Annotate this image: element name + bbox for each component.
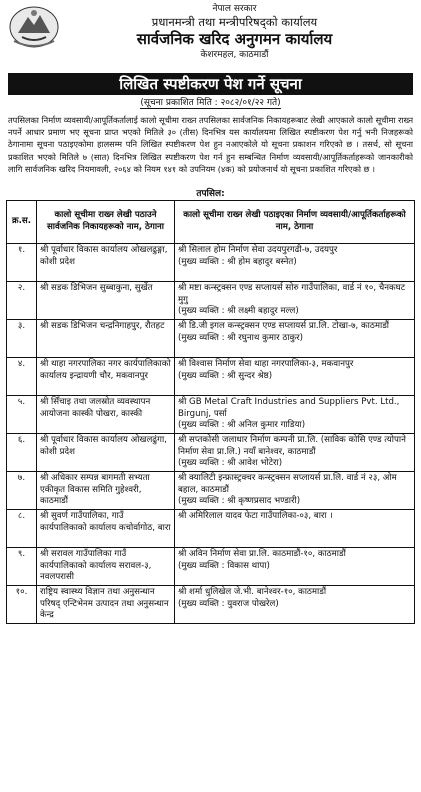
row-vendor-cell <box>175 396 415 434</box>
row-sn: ५. <box>7 396 37 434</box>
row-contact: (मुख्य व्यक्ति : श्री आवेश भोटेरा) <box>178 458 283 469</box>
row-contact: (मुख्य व्यक्ति : श्री कृष्णप्रसाद भण्डारी) <box>178 496 301 507</box>
row-vendor-cell <box>175 548 415 586</box>
row-entity: श्री अधिकार सम्पन्न बागमती सभ्यता एकीकृत विकास समिति गुहेश्वरी, काठमाडौं <box>37 472 175 510</box>
blacklist-table <box>6 200 415 624</box>
table-row <box>7 282 415 320</box>
table-row <box>7 244 415 282</box>
row-entity: राष्ट्रिय स्वास्थ्य विज्ञान तथा अनुसन्धान परिषद् एन्टिभेनम उत्पादन तथा अनुसन्धान केन्द्र <box>37 586 175 624</box>
table-row <box>7 434 415 472</box>
row-vendor: श्री क्यालिटी इन्फ्रास्ट्रक्चर कन्स्ट्रक्सन सप्लायर्स प्रा.लि. वार्ड नं २३, ओम बहाल, काठमाडौं <box>178 473 397 495</box>
row-sn: ७. <box>7 472 37 510</box>
row-contact: (मुख्य व्यक्ति : विकास थापा) <box>178 560 270 571</box>
row-vendor-cell <box>175 320 415 358</box>
row-vendor: श्री सिलाल होम निर्माण सेवा उदयपुरगढी-७, उदयपुर <box>178 245 338 255</box>
table-header-row <box>7 201 415 244</box>
publish-date-text: (सूचना प्रकाशित मिति : २०८२/०१/२२ गते) <box>140 98 281 108</box>
row-vendor: श्री डि.जी इगल कन्स्ट्रक्सन एण्ड सप्लायर्स प्रा.लि. टोखा-७, काठमाडौं <box>178 321 390 331</box>
annex-label: तपसिल: <box>196 189 225 199</box>
table-row <box>7 548 415 586</box>
table-row <box>7 396 415 434</box>
header <box>4 3 417 73</box>
row-sn: ६. <box>7 434 37 472</box>
table-row <box>7 586 415 624</box>
table-row <box>7 510 415 548</box>
row-vendor: श्री सप्तकोसी जलाधार निर्माण कम्पनी प्रा.लि. (साविक कोसि एण्ड त्योपाने निर्माण सेवा प्रा.लि.) नयाँ बानेश्वर, काठमाडौं <box>178 435 406 457</box>
row-sn: १०. <box>7 586 37 624</box>
row-entity: श्री थाहा नगरपालिका नगर कार्यपालिकाको कार्यालय इन्द्रायणी चौर, मकवानपुर <box>37 358 175 396</box>
row-vendor: श्री मष्टा कन्स्ट्रक्सन एण्ड सप्लायर्स सोरु गाउँपालिका, वार्ड नं १०, चैनकघट मुगु <box>178 283 406 305</box>
office-address: केशरमहल, काठमाडौं <box>200 50 269 60</box>
row-vendor: श्री अविन निर्माण सेवा प्रा.लि. काठमाडौं-१०, काठमाडौं <box>178 549 346 559</box>
header-text <box>52 3 417 61</box>
header-entity: कालो सूचीमा राख्न लेखी पठाउने सार्वजनिक निकायहरूको नाम, ठेगाना <box>37 201 175 244</box>
row-vendor: श्री GB Metal Craft Industries and Suppliers Pvt. Ltd., Birgunj, पर्सा <box>178 397 400 419</box>
row-vendor-cell <box>175 358 415 396</box>
row-vendor-cell <box>175 586 415 624</box>
row-vendor: श्री विश्वास निर्माण सेवा थाहा नगरपालिका-३, मकवानपुर <box>178 359 354 369</box>
row-entity: श्री सुवर्ण गाउँपालिका, गाउँ कार्यपालिकाको कार्यालय कचोर्वागोठ, बारा <box>37 510 175 548</box>
publish-date <box>4 97 417 110</box>
notice-body: तपसिलका निर्माण व्यवसायी/आपूर्तिकर्तालाई कालो सूचीमा राख्न तपसिलका सार्वजनिक निकायहरूबाट लेखी आएकाले कालो सूचीमा राख्न नपर्ने आधार प्रमाण भए सूचना प्राप्त भएको मितिले ३० (तीस) दिनभित्र यस कार्यालयमा लिखित स्पष्टीकरण पेश गर्नु भनी निजहरूको ठेगानामा सूचना पठाइएकोमा हालसम्म पनि लिखित स्पष्टीकरण पेश हुन नआएकोले यो सूचना प्रकाशन गरिएको छ । तसर्थ, सो सूचना प्रकाशित भएको मितिले ७ (सात) दिनभित्र लिखित स्पष्टीकरण पेश गर्न हुन सम्बन्धित निर्माण व्यवसायी/आपूर्तिकर्ताहरूको जानकारीको लागि सार्वजनिक खरिद नियमावली, २०६४ को नियम १४१ को उपनियम (४क) को प्रयोजनार्थ यो सूचना प्रकाशित गरिएको छ । <box>8 115 413 174</box>
row-contact: (मुख्य व्यक्ति : श्री अनिल कुमार गाडिया) <box>178 420 306 431</box>
table-row <box>7 358 415 396</box>
row-sn: ९. <box>7 548 37 586</box>
row-entity: श्री सडक डिभिजन सुब्बाकुना, सुर्खेत <box>37 282 175 320</box>
row-entity: श्री सडक डिभिजन चन्द्रनिगाहपुर, रौतहट <box>37 320 175 358</box>
row-sn: २. <box>7 282 37 320</box>
header-sn: क्र.स. <box>7 201 37 244</box>
row-vendor-cell <box>175 472 415 510</box>
office-name: सार्वजनिक खरिद अनुगमन कार्यालय <box>136 30 333 48</box>
row-contact: (मुख्य व्यक्ति : श्री होम बहादुर बस्नेत) <box>178 256 297 267</box>
office-parent: प्रधानमन्त्री तथा मन्त्रीपरिषद्को कार्यालय <box>151 15 318 29</box>
header-vendor: कालो सूचीमा राख्न लेखी पठाइएका निर्माण व्यवसायी/आपूर्तिकर्ताहरूको नाम, ठेगाना <box>175 201 415 244</box>
row-vendor-cell <box>175 244 415 282</box>
row-sn: ३. <box>7 320 37 358</box>
row-contact: (मुख्य व्यक्ति : श्री लक्ष्मी बहादुर मल्ल) <box>178 306 299 317</box>
row-vendor: श्री शर्मा धुलिखेल जे.भी. बानेश्वर-१०, काठमाडौं <box>178 587 327 597</box>
notice-title: लिखित स्पष्टीकरण पेश गर्ने सूचना <box>8 73 413 95</box>
row-vendor-cell <box>175 434 415 472</box>
row-sn: ४. <box>7 358 37 396</box>
row-sn: ८. <box>7 510 37 548</box>
row-sn: १. <box>7 244 37 282</box>
row-contact: (मुख्य व्यक्ति : युवराज पोखरेल) <box>178 598 279 609</box>
row-vendor: श्री अमिरिलाल यादव फेटा गाउँपालिका-०३, बारा । <box>178 511 333 521</box>
table-row <box>7 320 415 358</box>
row-entity: श्री सरावल गाउँपालिका गाउँ कार्यपालिकाको कार्यालय सरावल-३, नवलपरासी <box>37 548 175 586</box>
row-entity: श्री पूर्वाधार विकास कार्यालय ओखलढुंगा, कोशी प्रदेश <box>37 434 175 472</box>
row-contact: (मुख्य व्यक्ति : श्री रघुनाथ कुमार ठाकुर) <box>178 332 303 343</box>
govt-name: नेपाल सरकार <box>212 4 257 14</box>
table-row <box>7 472 415 510</box>
row-entity: श्री पूर्वाधार विकास कार्यालय ओखलढुङ्गा, कोशी प्रदेश <box>37 244 175 282</box>
row-entity: श्री सिँचाइ तथा जलस्रोत व्यवस्थापन आयोजना कास्की पोखरा, कास्की <box>37 396 175 434</box>
row-contact: (मुख्य व्यक्ति : श्री सुन्दर श्रेष्ठ) <box>178 370 273 381</box>
row-vendor-cell <box>175 282 415 320</box>
row-vendor-cell <box>175 510 415 548</box>
